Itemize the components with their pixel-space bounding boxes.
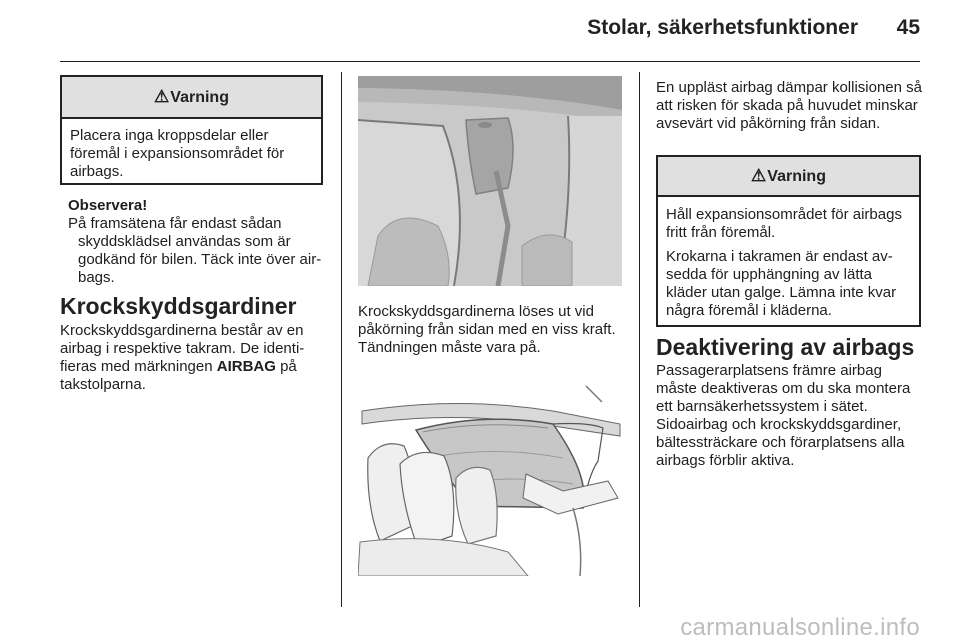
warning-header [658, 157, 919, 197]
caption-text: Krockskyddsgardinerna löses ut vid påkörning från sidan med en viss kraft. Tändningen måste vara på. [358, 303, 616, 356]
column-divider-2 [639, 72, 640, 607]
watermark: carmanualsonline.info [680, 614, 920, 641]
right-intro [656, 79, 922, 133]
note-text: På framsätena får endast sådan skyddsklädsel användas som är godkänd för bilen. Täck inte över airbags. [68, 215, 322, 286]
warning-header [62, 77, 321, 119]
airbag-marking: AIRBAG [216, 358, 276, 375]
curtains-body-end: på takstolparna. [60, 358, 297, 393]
page-number: 45 [896, 16, 920, 39]
warning-para-1: Håll expansionsområdet för airbags fritt från föremål. [666, 206, 902, 241]
column-divider-1 [341, 72, 342, 607]
header-divider [60, 61, 920, 62]
warning-box-left [60, 75, 323, 185]
warning-body [62, 119, 321, 181]
page-title: Stolar, säkerhetsfunktioner [587, 16, 858, 39]
page-header [0, 0, 960, 60]
warning-body [658, 197, 919, 320]
curtain-deployment-illustration [358, 366, 622, 576]
curtain-airbag-drawing [358, 76, 622, 286]
intro-text: En uppläst airbag dämpar kollisionen så att risken för skada på huvudet minskar avsevärt vid påkörning från sidan. [656, 79, 922, 132]
deactivation-text: Passagerarplatsens främre airbag måste deaktiveras om du ska montera ett barnsäkerhetssystem i sätet. Sidoairbag och krockskyddsgardiner, bältessträckare och förarplatsens alla airbags förblir aktiva. [656, 362, 911, 469]
note-label: Observera! [68, 197, 148, 214]
figure-caption [358, 303, 623, 357]
warning-label: Varning [170, 89, 229, 106]
curtain-airbag-illustration [358, 76, 622, 286]
curtain-deployment-drawing [358, 366, 622, 576]
warning-box-right [656, 155, 921, 327]
curtains-body-text: Krockskyddsgardinerna består av en airbag i respektive takram. De identifieras med märkningen [60, 322, 305, 375]
warning-triangle-icon: ⚠ [751, 166, 767, 185]
warning-text: Placera inga kroppsdelar eller föremål i expansionsområdet för airbags. [70, 127, 285, 180]
curtains-body [60, 322, 326, 394]
section-heading-deactivation: Deaktivering av airbags [656, 334, 915, 360]
warning-triangle-icon: ⚠ [154, 87, 170, 106]
note-block [68, 197, 325, 287]
warning-para-2: Krokarna i takramen är endast avsedda för upphängning av lätta kläder utan galge. Lämna inte kvar några föremål i kläderna. [666, 248, 897, 319]
section-heading-curtains: Krockskyddsgardiner [60, 293, 297, 319]
warning-label: Varning [767, 168, 826, 185]
deactivation-body [656, 362, 926, 470]
